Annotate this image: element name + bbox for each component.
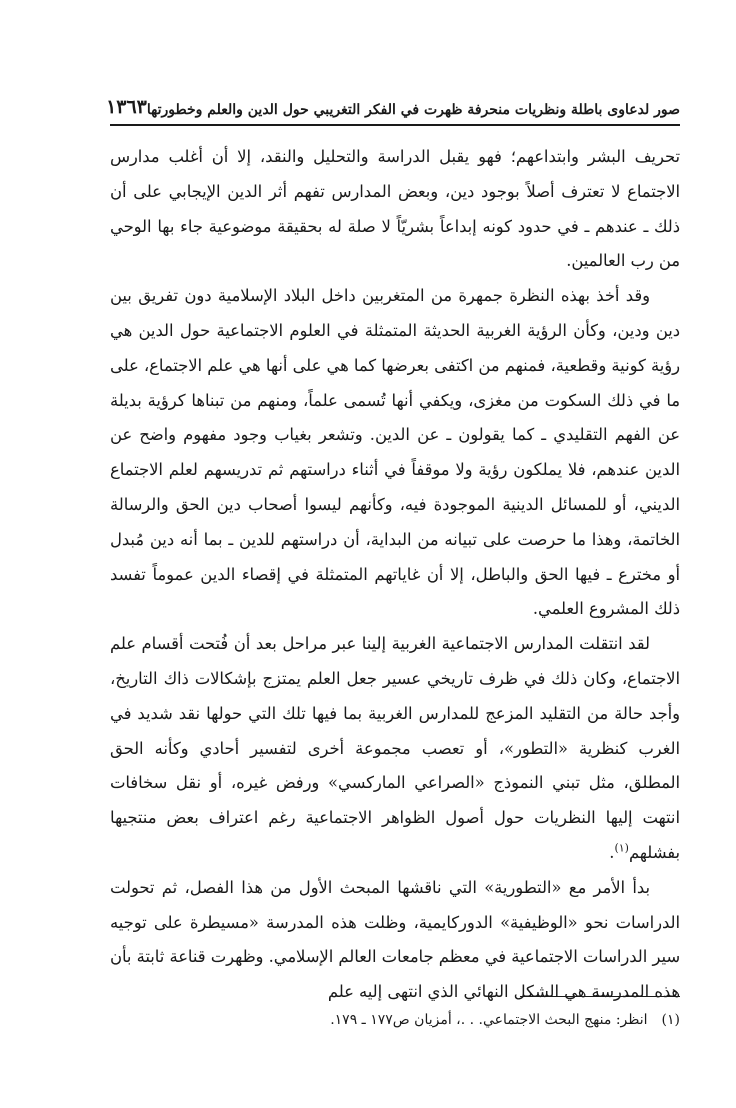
paragraph-westernizers: وقد أخذ بهذه النظرة جمهرة من المتغربين داخل البلاد الإسلامية دون تفريق بين دين ودين، وكأن الرؤية الغربية الحديثة المتمثلة في العلوم الاجتماعية حول الدين هي رؤية كونية وقطعية، فمنهم من اكتفى بعرضها كما هي على أنها هي علم الاجتماع، على ما في ذلك السكوت من مغزى، ويكفي أنها تُسمى علماً، ومنهم من تبناها كرؤية بديلة عن الفهم التقليدي ـ كما يقولون ـ عن الدين. وتشعر بغياب وجود مفهوم واضح عن الدين عندهم، فلا يملكون رؤية ولا موقفاً في أثناء دراستهم ثم تدريسهم لعلم الاجتماع الديني، أو للمسائل الدينية الموجودة فيه، وكأنهم ليسوا أصحاب دين الحق والرسالة الخاتمة، وهذا ما حرصت على تبيانه من البداية، أن دراستهم للدين ـ بما أنه دين مُبدل أو مخترع ـ فيها الحق والباطل، إلا أن غاياتهم المتمثلة في إقصاء الدين عموماً تفسد ذلك المشروع العلمي. — [110, 286, 680, 619]
footnote-divider — [520, 996, 680, 997]
footnote-reference[interactable]: (١) — [614, 841, 629, 855]
paragraph-continuation: تحريف البشر وابتداعهم؛ فهو يقبل الدراسة والتحليل والنقد، إلا أن أغلب مدارس الاجتماع لا تعترف أصلاً بوجود دين، وبعض المدارس تفهم أثر الدين الإيجابي على أن ذلك ـ عندهم ـ في حدود كونه إبداعاً بشريّاً لا صلة له بحقيقة موضوعية جاء بها الوحي من رب العالمين. — [110, 147, 680, 271]
footnote-number: (١) — [661, 1012, 680, 1028]
page-header — [106, 88, 680, 118]
footnote-text: انظر: منهج البحث الاجتماعي. . .، أمزيان ص١٧٧ ـ ١٧٩. — [330, 1012, 648, 1028]
footnote — [110, 1008, 680, 1032]
running-title: صور لدعاوى باطلة ونظريات منحرفة ظهرت في الفكر التغريبي حول الدين والعلم وخطورتها — [146, 102, 680, 118]
paragraph-evolutionism: بدأ الأمر مع «التطورية» التي ناقشها المبحث الأول من هذا الفصل، ثم تحولت الدراسات نحو «الوظيفية» الدوركايمية، وظلت هذه المدرسة «مسيطرة على توجيه سير الدراسات الاجتماعية في معظم جامعات العالم الإسلامي. وظهرت قناعة ثابتة بأن هذه المدرسة هي الشكل النهائي الذي انتهى إليه علم — [110, 877, 680, 1002]
header-divider — [110, 124, 680, 126]
page-number: ١٣٦٣ — [106, 96, 147, 118]
paragraph-schools-transfer — [110, 627, 680, 871]
body-text — [110, 140, 680, 1010]
paragraph-end-mark: . — [609, 842, 615, 862]
paragraph-schools-transfer-text: لقد انتقلت المدارس الاجتماعية الغربية إلينا عبر مراحل بعد أن فُتحت أقسام علم الاجتماع، وكان ذلك في ظرف تاريخي عسير جعل العلم يمتزج بإشكالات ذاك التاريخ، وأجد حالة من التقليد المزعج للمدارس الغربية بما فيها تلك التي حولها نقد شديد في الغرب كنظرية «التطور»، أو تعصب مجموعة أخرى لتفسير أحادي وكأنه الحق المطلق، مثل تبني النموذج «الصراعي الماركسي» ورفض غيره، أو نقل سخافات انتهت إليها النظريات حول أصول الظواهر الاجتماعية رغم اعتراف بعض منتجيها بفشلهم — [110, 634, 680, 862]
